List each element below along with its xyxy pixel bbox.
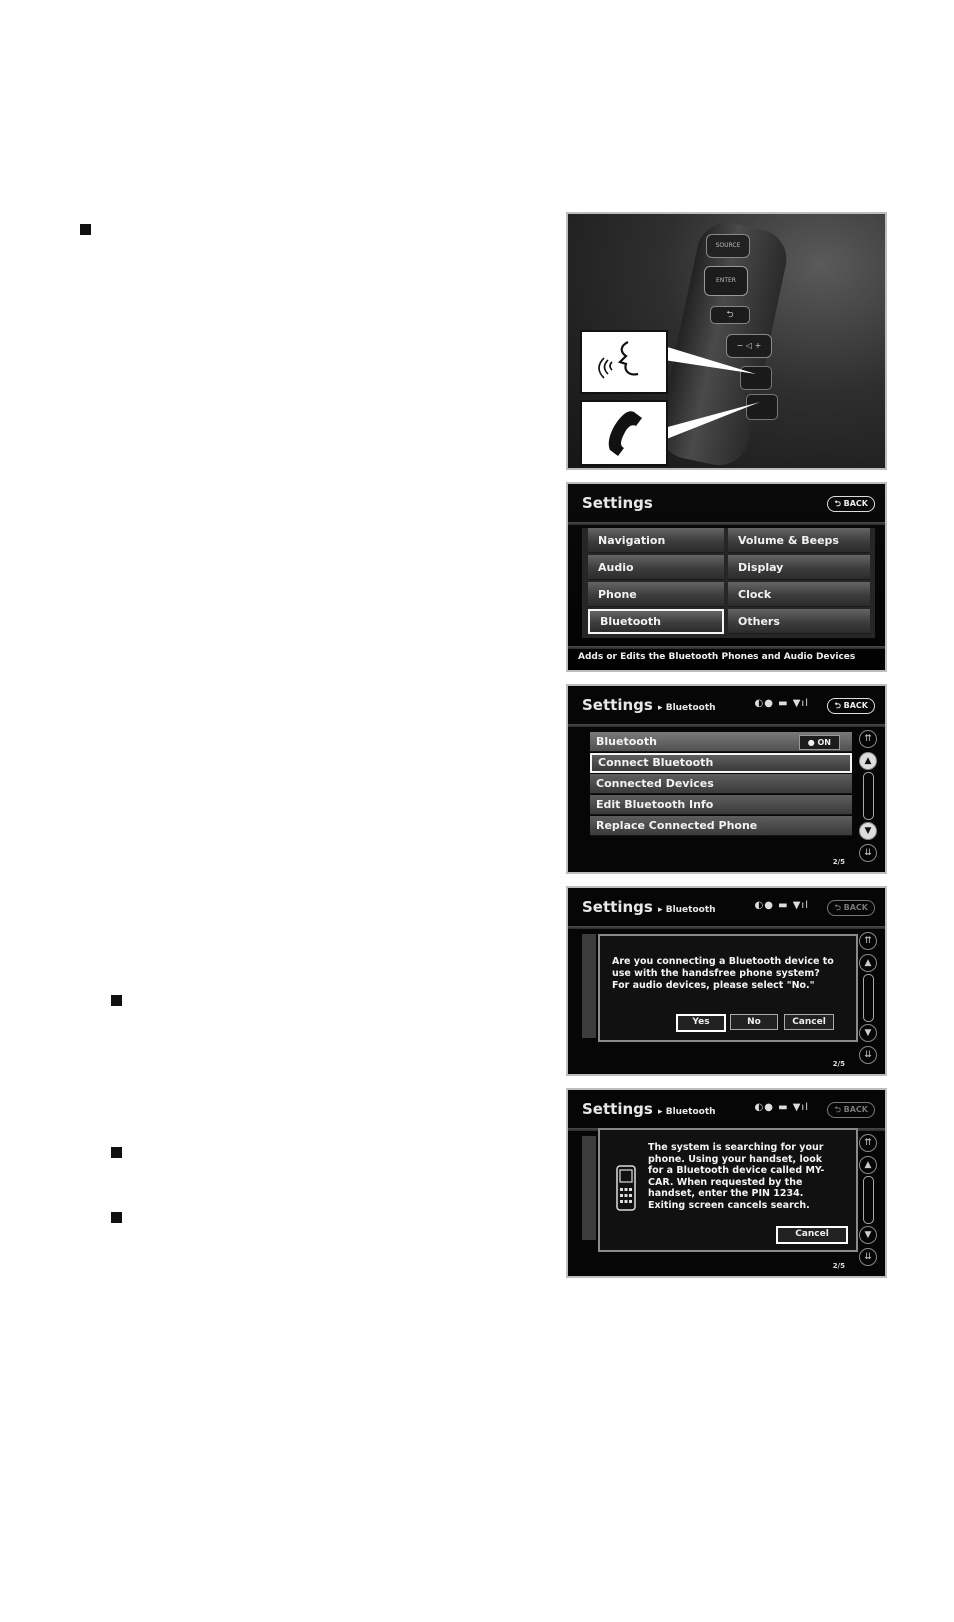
yes-button[interactable]: Yes (676, 1014, 726, 1032)
page-indicator: 2/5 (832, 1060, 845, 1068)
scroll-top-icon[interactable]: ⇈ (859, 730, 877, 748)
list-item-replace-connected-phone[interactable]: Replace Connected Phone (590, 816, 852, 836)
voice-talk-callout (580, 330, 668, 394)
confirm-dialog-screen (566, 886, 887, 1076)
background-list (582, 1136, 596, 1240)
mobile-phone-icon (614, 1164, 638, 1212)
message-line: CAR. When requested by the (648, 1176, 803, 1188)
back-button: ⮌ BACK (827, 1102, 875, 1118)
scroll-track (863, 974, 874, 1022)
scroll-down-icon[interactable]: ▼ (859, 822, 877, 840)
scroll-up-icon: ▲ (859, 1156, 877, 1174)
footer-divider (568, 646, 885, 649)
status-icons: ◐● ▬ ▼ıl (754, 1102, 809, 1113)
status-icons: ◐● ▬ ▼ıl (754, 698, 809, 709)
search-dialog (598, 1128, 858, 1252)
dialog-message (612, 956, 834, 992)
message-line: use with the handsfree phone system? (612, 968, 820, 979)
scrollbar (859, 1134, 877, 1264)
scroll-track[interactable] (863, 772, 874, 820)
header-divider (568, 926, 885, 929)
scroll-bottom-icon: ⇊ (859, 1248, 877, 1266)
list-item-bluetooth[interactable]: Bluetooth ● ON (590, 732, 852, 752)
scroll-down-icon: ▼ (859, 1024, 877, 1042)
back-button[interactable]: ⮌ BACK (827, 698, 875, 714)
message-line: For audio devices, please select "No." (612, 980, 815, 991)
list-item-connected-devices[interactable]: Connected Devices (590, 774, 852, 794)
page-title: Settings ▸ Bluetooth (582, 696, 716, 714)
scroll-top-icon: ⇈ (859, 932, 877, 950)
back-icon: ⮌ (710, 306, 750, 324)
dialog-message (648, 1142, 824, 1211)
list-item-edit-bluetooth-info[interactable]: Edit Bluetooth Info (590, 795, 852, 815)
bluetooth-settings-screen (566, 684, 887, 874)
help-text: Adds or Edits the Bluetooth Phones and Audio Devices (578, 652, 856, 662)
talk-icon (582, 332, 666, 392)
menu-item-audio[interactable]: Audio (588, 555, 724, 580)
bullet-marker (80, 224, 91, 235)
enter-button: ENTER (704, 266, 748, 296)
scroll-up-icon: ▲ (859, 954, 877, 972)
menu-item-navigation[interactable]: Navigation (588, 528, 724, 553)
search-dialog-screen (566, 1088, 887, 1278)
bullet-marker (111, 1147, 122, 1158)
menu-item-bluetooth[interactable]: Bluetooth (588, 609, 724, 634)
source-button: SOURCE (706, 234, 750, 258)
list-item-connect-bluetooth[interactable]: Connect Bluetooth (590, 753, 852, 773)
menu-item-clock[interactable]: Clock (728, 582, 870, 607)
scroll-top-icon: ⇈ (859, 1134, 877, 1152)
bullet-marker (111, 995, 122, 1006)
phone-callout (580, 400, 668, 466)
menu-item-volume-beeps[interactable]: Volume & Beeps (728, 528, 870, 553)
bullet-marker (111, 1212, 122, 1223)
message-line: handset, enter the PIN 1234. (648, 1188, 804, 1199)
menu-item-phone[interactable]: Phone (588, 582, 724, 607)
bluetooth-toggle[interactable]: ● ON (799, 735, 840, 750)
scroll-bottom-icon[interactable]: ⇊ (859, 844, 877, 862)
message-line: Exiting screen cancels search. (648, 1199, 810, 1211)
header-divider (568, 522, 885, 525)
background-list (582, 934, 596, 1038)
message-line: The system is searching for your (648, 1142, 824, 1153)
page-indicator: 2/5 (832, 858, 845, 866)
steering-wheel-photo (566, 212, 887, 470)
scrollbar (859, 932, 877, 1062)
status-icons: ◐● ▬ ▼ıl (754, 900, 809, 911)
page-title: Settings (582, 494, 653, 512)
settings-screen (566, 482, 887, 672)
back-button: ⮌ BACK (827, 900, 875, 916)
menu-item-others[interactable]: Others (728, 609, 870, 634)
message-line: for a Bluetooth device called MY- (648, 1165, 825, 1176)
scroll-track (863, 1176, 874, 1224)
phone-handset-icon (582, 402, 666, 464)
page-title: Settings ▸ Bluetooth (582, 1100, 716, 1118)
scroll-up-icon[interactable]: ▲ (859, 752, 877, 770)
cancel-button[interactable]: Cancel (776, 1226, 848, 1244)
menu-item-display[interactable]: Display (728, 555, 870, 580)
cancel-button[interactable]: Cancel (784, 1014, 834, 1030)
scroll-down-icon: ▼ (859, 1226, 877, 1244)
scrollbar[interactable] (859, 730, 877, 860)
no-button[interactable]: No (730, 1014, 778, 1030)
confirm-dialog (598, 934, 858, 1042)
header-divider (568, 724, 885, 727)
scroll-bottom-icon: ⇊ (859, 1046, 877, 1064)
message-line: Are you connecting a Bluetooth device to (612, 956, 834, 967)
page-indicator: 2/5 (832, 1262, 845, 1270)
back-button[interactable]: ⮌ BACK (827, 496, 875, 512)
message-line: phone. Using your handset, look (648, 1153, 823, 1165)
page-title: Settings ▸ Bluetooth (582, 898, 716, 916)
volume-rocker: − ◁ + (726, 334, 772, 358)
